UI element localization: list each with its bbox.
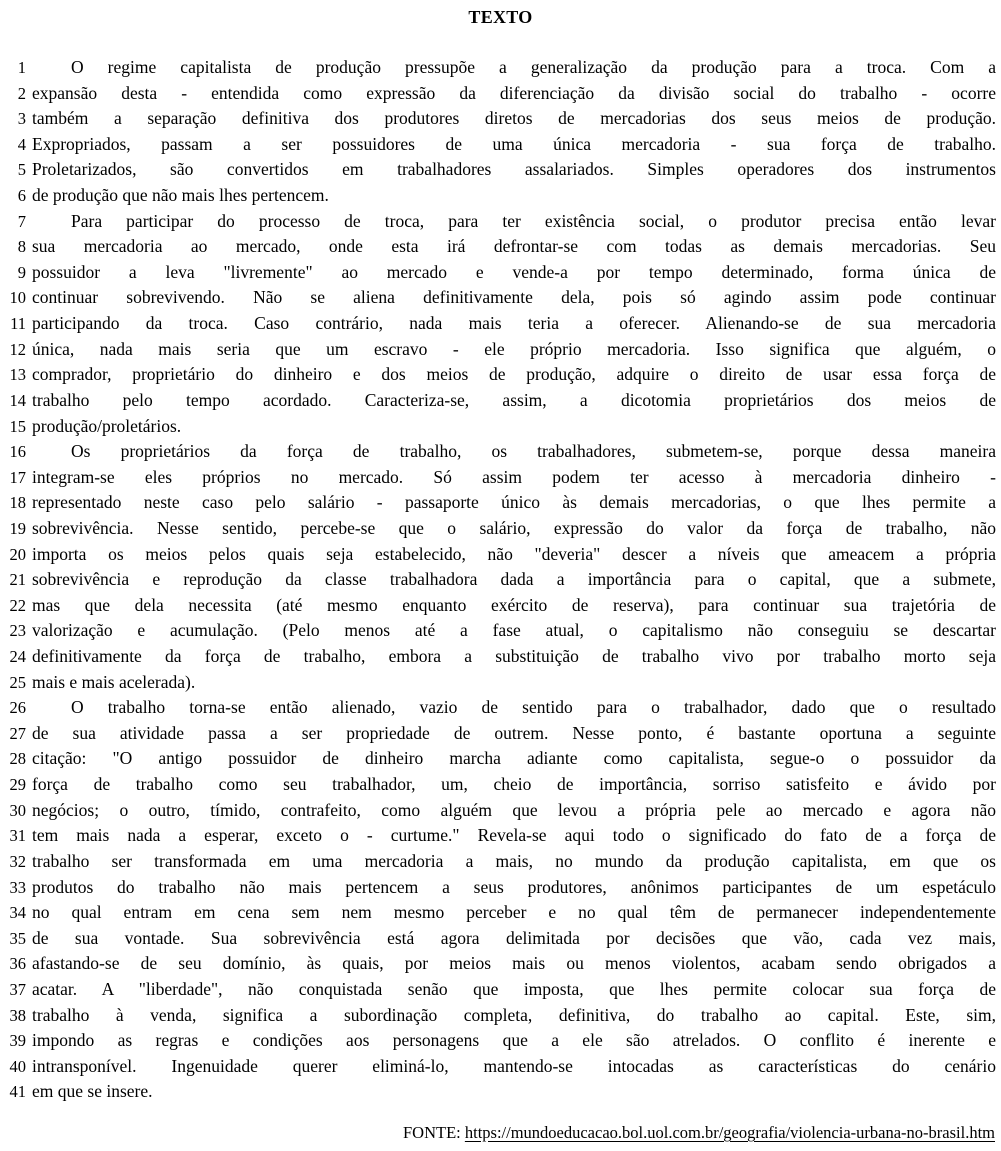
- line-text: em que se insere.: [32, 1081, 153, 1102]
- line-text: valorização e acumulação. (Pelo menos até a fase atual, o capitalismo não conseguiu se descartar: [32, 620, 996, 641]
- line-number: 18: [9, 493, 26, 513]
- line-number: 10: [9, 288, 26, 308]
- line-text: de produção que não mais lhes pertencem.: [32, 185, 329, 206]
- line-number: 22: [9, 595, 26, 615]
- line-number: 31: [9, 826, 26, 846]
- line-number: 12: [9, 339, 26, 359]
- line-text: acatar. A "liberdade", não conquistada senão que imposta, que lhes permite colocar sua força de: [32, 978, 996, 999]
- line-text: produção/proletários.: [32, 415, 182, 436]
- text-body: [0, 55, 1001, 1105]
- text-line: [0, 926, 1001, 952]
- line-number: 34: [9, 903, 26, 923]
- line-text: produtos do trabalho não mais pertencem a seus produtores, anônimos participantes de um espetáculo: [32, 876, 996, 897]
- line-number: 32: [9, 851, 26, 871]
- line-text: Expropriados, passam a ser possuidores de uma única mercadoria - sua força de trabalho.: [32, 133, 996, 154]
- line-number: 15: [9, 416, 26, 436]
- line-text: sobrevivência e reprodução da classe trabalhadora dada a importância para o capital, que a submete,: [32, 569, 996, 590]
- line-number: 13: [9, 365, 26, 385]
- text-line: [0, 1079, 1001, 1105]
- text-line: [0, 285, 1001, 311]
- text-line: [0, 362, 1001, 388]
- text-line: [0, 849, 1001, 875]
- line-text: trabalho pelo tempo acordado. Caracteriza-se, assim, a dicotomia proprietários dos meios de: [32, 389, 996, 410]
- line-text: trabalho ser transformada em uma mercadoria a mais, no mundo da produção capitalista, em que os: [32, 850, 996, 871]
- line-text: Os proprietários da força de trabalho, os trabalhadores, submetem-se, porque dessa maneira: [71, 441, 996, 462]
- line-text: única, nada mais seria que um escravo - ele próprio mercadoria. Isso significa que alguém, o: [32, 338, 996, 359]
- text-line: [0, 900, 1001, 926]
- text-line: [0, 875, 1001, 901]
- line-text: importa os meios pelos quais seja estabelecido, não "deveria" descer a níveis que ameacem a própria: [32, 543, 996, 564]
- line-number: 33: [9, 877, 26, 897]
- line-number: 29: [9, 775, 26, 795]
- line-text: Para participar do processo de troca, para ter existência social, o produtor precisa então levar: [71, 210, 996, 231]
- line-number: 24: [9, 647, 26, 667]
- line-text: participando da troca. Caso contrário, nada mais teria a oferecer. Alienando-se de sua mercadoria: [32, 313, 996, 334]
- line-number: 26: [9, 698, 26, 718]
- line-text: negócios; o outro, tímido, contrafeito, como alguém que levou a própria pele ao mercado e agora não: [32, 799, 996, 820]
- line-number: 1: [17, 58, 26, 77]
- line-number: 7: [17, 211, 26, 231]
- text-line: [0, 593, 1001, 619]
- line-number: 25: [9, 672, 26, 692]
- source-note: [0, 1122, 995, 1143]
- text-line: [0, 772, 1001, 798]
- line-number: 19: [9, 518, 26, 538]
- line-text: O regime capitalista de produção pressupõe a generalização da produção para a troca. Com a: [71, 57, 996, 77]
- text-line: [0, 55, 1001, 81]
- text-line: [0, 618, 1001, 644]
- line-number: 21: [9, 570, 26, 590]
- text-line: [0, 670, 1001, 696]
- line-text: definitivamente da força de trabalho, embora a substituição de trabalho vivo por trabalho morto seja: [32, 646, 996, 667]
- line-number: 27: [9, 723, 26, 743]
- text-line: [0, 209, 1001, 235]
- text-line: [0, 567, 1001, 593]
- line-text: de sua atividade passa a ser propriedade de outrem. Nesse ponto, é bastante oportuna a seguinte: [32, 722, 996, 743]
- line-number: 36: [9, 954, 26, 974]
- line-text: mais e mais acelerada).: [32, 671, 196, 692]
- text-line: [0, 388, 1001, 414]
- text-line: [0, 465, 1001, 491]
- line-number: 14: [9, 390, 26, 410]
- line-text: também a separação definitiva dos produtores diretos de mercadorias dos seus meios de produção.: [32, 108, 996, 129]
- line-number: 37: [9, 979, 26, 999]
- text-line: [0, 337, 1001, 363]
- line-number: 16: [9, 442, 26, 462]
- line-text: integram-se eles próprios no mercado. Só assim podem ter acesso à mercadoria dinheiro -: [32, 466, 996, 487]
- text-line: [0, 951, 1001, 977]
- line-number: 6: [17, 186, 26, 206]
- line-text: trabalho à venda, significa a subordinação completa, definitiva, do trabalho ao capital. Este, sim,: [32, 1004, 996, 1025]
- text-line: [0, 81, 1001, 107]
- line-number: 23: [9, 621, 26, 641]
- text-line: [0, 542, 1001, 568]
- line-text: continuar sobrevivendo. Não se aliena definitivamente dela, pois só agindo assim pode continuar: [32, 287, 996, 308]
- line-text: de sua vontade. Sua sobrevivência está agora delimitada por decisões que vão, cada vez mais,: [32, 927, 996, 948]
- text-line: [0, 260, 1001, 286]
- text-line: [0, 1003, 1001, 1029]
- text-line: [0, 183, 1001, 209]
- line-text: possuidor a leva "livremente" ao mercado e vende-a por tempo determinado, forma única de: [32, 261, 996, 282]
- line-number: 11: [10, 314, 26, 334]
- line-number: 38: [9, 1005, 26, 1025]
- line-text: afastando-se de seu domínio, às quais, por meios mais ou menos violentos, acabam sendo obrigados a: [32, 953, 996, 974]
- page-title: TEXTO: [468, 7, 533, 27]
- line-number: 41: [9, 1082, 26, 1102]
- line-number: 5: [17, 160, 26, 180]
- line-text: mas que dela necessita (até mesmo enquanto exército de reserva), para continuar sua trajetória de: [32, 594, 996, 615]
- line-number: 39: [9, 1031, 26, 1051]
- text-line: [0, 644, 1001, 670]
- line-number: 20: [9, 544, 26, 564]
- line-text: representado neste caso pelo salário - passaporte único às demais mercadorias, o que lhes permite a: [32, 492, 996, 513]
- line-text: impondo as regras e condições aos personagens que a ele são atrelados. O conflito é inerente e: [32, 1030, 996, 1051]
- line-text: intransponível. Ingenuidade querer eliminá-lo, mantendo-se intocadas as características do cenário: [32, 1055, 996, 1076]
- line-number: 2: [17, 83, 26, 103]
- text-line: [0, 1054, 1001, 1080]
- line-text: sua mercadoria ao mercado, onde esta irá defrontar-se com todas as demais mercadorias. Seu: [32, 236, 996, 257]
- text-line: [0, 490, 1001, 516]
- text-line: [0, 106, 1001, 132]
- line-text: tem mais nada a esperar, exceto o - curtume." Revela-se aqui todo o significado do fato de a força de: [32, 825, 996, 846]
- line-number: 9: [17, 262, 26, 282]
- line-number: 8: [17, 237, 26, 257]
- text-line: [0, 234, 1001, 260]
- line-text: no qual entram em cena sem nem mesmo perceber e no qual têm de permanecer independentemente: [32, 902, 996, 923]
- line-number: 30: [9, 800, 26, 820]
- line-text: citação: "O antigo possuidor de dinheiro marcha adiante como capitalista, segue-o o possuidor da: [32, 748, 996, 769]
- line-text: O trabalho torna-se então alienado, vazio de sentido para o trabalhador, dado que o resultado: [71, 697, 996, 718]
- text-line: [0, 311, 1001, 337]
- text-line: [0, 157, 1001, 183]
- source-url-link[interactable]: https://mundoeducacao.bol.uol.com.br/geografia/violencia-urbana-no-brasil.htm: [464, 1122, 995, 1142]
- text-line: [0, 414, 1001, 440]
- text-line: [0, 746, 1001, 772]
- line-text: sobrevivência. Nesse sentido, percebe-se que o salário, expressão do valor da força de trabalho, não: [32, 517, 996, 538]
- line-number: 17: [9, 467, 26, 487]
- line-text: comprador, proprietário do dinheiro e dos meios de produção, adquire o direito de usar essa força de: [32, 364, 996, 385]
- line-number: 40: [9, 1056, 26, 1076]
- text-line: [0, 516, 1001, 542]
- text-line: [0, 977, 1001, 1003]
- text-line: [0, 798, 1001, 824]
- line-number: 4: [17, 134, 26, 154]
- line-text: Proletarizados, são convertidos em trabalhadores assalariados. Simples operadores dos instrumentos: [32, 159, 996, 180]
- line-number: 3: [17, 109, 26, 129]
- source-label: FONTE:: [402, 1122, 465, 1142]
- text-line: [0, 823, 1001, 849]
- text-line: [0, 721, 1001, 747]
- text-line: [0, 132, 1001, 158]
- text-line: [0, 439, 1001, 465]
- line-text: força de trabalho como seu trabalhador, um, cheio de importância, sorriso satisfeito e ávido por: [32, 774, 996, 795]
- text-line: [0, 695, 1001, 721]
- line-number: 35: [9, 928, 26, 948]
- line-number: 28: [9, 749, 26, 769]
- text-line: [0, 1028, 1001, 1054]
- line-text: expansão desta - entendida como expressão da diferenciação da divisão social do trabalho - ocorre: [32, 82, 996, 103]
